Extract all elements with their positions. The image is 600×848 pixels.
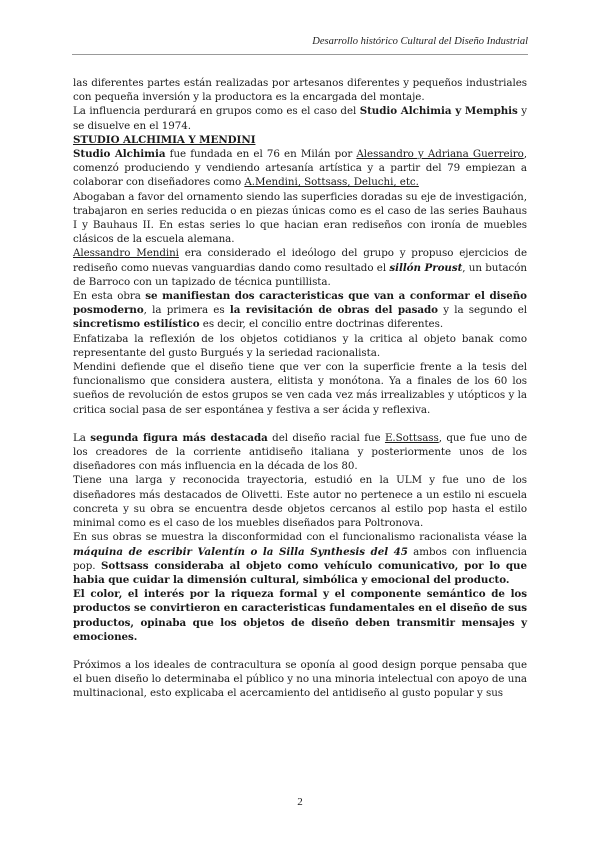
bold-text: se manifiestan dos caracteristicas que van a conformar el diseño posmoderno [73, 290, 527, 317]
running-header: Desarrollo histórico Cultural del Diseño Industrial [312, 36, 528, 47]
paragraph-3 [73, 147, 527, 190]
paragraph-6 [73, 289, 527, 332]
text: es decir, el concilio entre doctrinas diferentes. [199, 318, 444, 331]
bold-text: sincretismo estilístico [73, 318, 200, 331]
text: En esta obra [73, 290, 146, 303]
bold-text: Studio Alchimia [73, 148, 166, 161]
page-number: 2 [297, 796, 303, 808]
underlined-text: Alessandro Mendini [73, 247, 179, 260]
paragraph-1: las diferentes partes están realizadas por artesanos diferentes y pequeños industriales con pequeña inversión y la productora es la encargada del montaje. [73, 77, 527, 104]
paragraph-12: El color, el interés por la riqueza formal y el componente semántico de los productos se convirtieron en caracteristicas fundamentales en el diseño de sus productos, opinaba que los objetos de diseño deben transmitir mensajes y emociones. [73, 588, 527, 643]
paragraph-5 [73, 246, 527, 289]
bold-text: Sottsass consideraba al objeto como vehículo comunicativo, por lo que habia que cuidar la dimensión cultural, simbólica y emocional del producto. [73, 559, 527, 586]
paragraph-7: Enfatizaba la reflexión de los objetos cotidianos y la critica al objeto banak como representante del gusto Burgués y la seriedad racionalista. [73, 332, 527, 359]
underlined-text: E.Sottsass [384, 431, 439, 444]
text: La [73, 431, 91, 444]
bold-text: la revisitación de obras del pasado [229, 304, 438, 317]
paragraph-13: Próximos a los ideales de contracultura se oponía al good design porque pensaba que el buen diseño lo determinaba el público y no una minoria intelectual con apoyo de una multinacional, esto explicaba el acercamiento del antidiseño al gusto popular y sus [73, 658, 527, 700]
text: del diseño racial fue [267, 431, 385, 444]
paragraph-11 [73, 530, 527, 587]
text: era considerado el ideólogo del grupo y propuso ejercicios de rediseño como nuevas vanguardias dando como resultado el [73, 247, 528, 274]
text: En sus obras se muestra la disconformidad con el funcionalismo racionalista véase la [73, 531, 527, 544]
bold-italic-text: sillón Proust [389, 261, 463, 274]
paragraph-10: Tiene una larga y reconocida trayectoria, estudió en la ULM y fue uno de los diseñadores más destacados de Olivetti. Este autor no pertenece a un estilo ni escuela concreta y su obra se encuentra desde objetos cercanos al estilo pop hasta el estilo minimal como es el caso de los muebles diseñados para Poltronova. [73, 474, 527, 530]
page-body [73, 76, 527, 701]
text: y la segundo el [437, 304, 527, 317]
underlined-text: Alessandro y Adriana Guerreiro [356, 148, 524, 161]
text: , un butacón de Barroco con un tapizado de técnica puntillista. [73, 261, 527, 288]
paragraph-2 [73, 104, 527, 132]
underlined-text: A.Mendini, Sottsass, Deluchi, etc. [244, 176, 419, 189]
section-heading: STUDIO ALCHIMIA Y MENDINI [73, 133, 256, 146]
paragraph-9 [73, 431, 527, 474]
paragraph-4: Abogaban a favor del ornamento siendo las superficies doradas su eje de investigación, trabajaron en series reducida o en piezas únicas como es el caso de las series Bauhaus I y Bauhaus II. En estas series lo que hacian eran rediseños con ironía de muebles clásicos de la escuela alemana. [73, 190, 527, 246]
header-rule [72, 54, 528, 55]
bold-italic-text: máquina de escribir Valentín o la Silla Synthesis del 45 [73, 545, 408, 558]
bold-text: Studio Alchimia y Memphis [359, 105, 518, 118]
paragraph-8: Mendini defiende que el diseño tiene que ver con la superficie frente a la tesis del funcionalismo que considera austera, elitista y monótona. Ya a finales de los 60 los sueños de revolución de estos grupos se ven cada vez más irrealizables y utópticos y la critica social pasa de ser espontánea y festiva a ser ácida y reflexiva. [73, 361, 527, 416]
text: , comenzó produciendo y vendiendo artesanía artística y a partir del 79 empiezan a colaborar con diseñadores como [73, 148, 527, 189]
text: y se disuelve en el 1974. [73, 105, 527, 132]
paragraph-gap [73, 644, 527, 658]
text: fue fundada en el 76 en Milán por [165, 148, 357, 161]
text: , la primera es [143, 304, 230, 317]
bold-text: segunda figura más destacada [90, 431, 268, 444]
text: La influencia perdurará en grupos como es el caso del [73, 105, 360, 118]
text: ambos con influencia pop. [73, 545, 528, 572]
paragraph-gap [73, 417, 527, 431]
text: , que fue uno de los creadores de la corriente antidiseño italiana y posteriormente unos de los diseñadores con más influencia en la década de los 80. [73, 431, 527, 473]
